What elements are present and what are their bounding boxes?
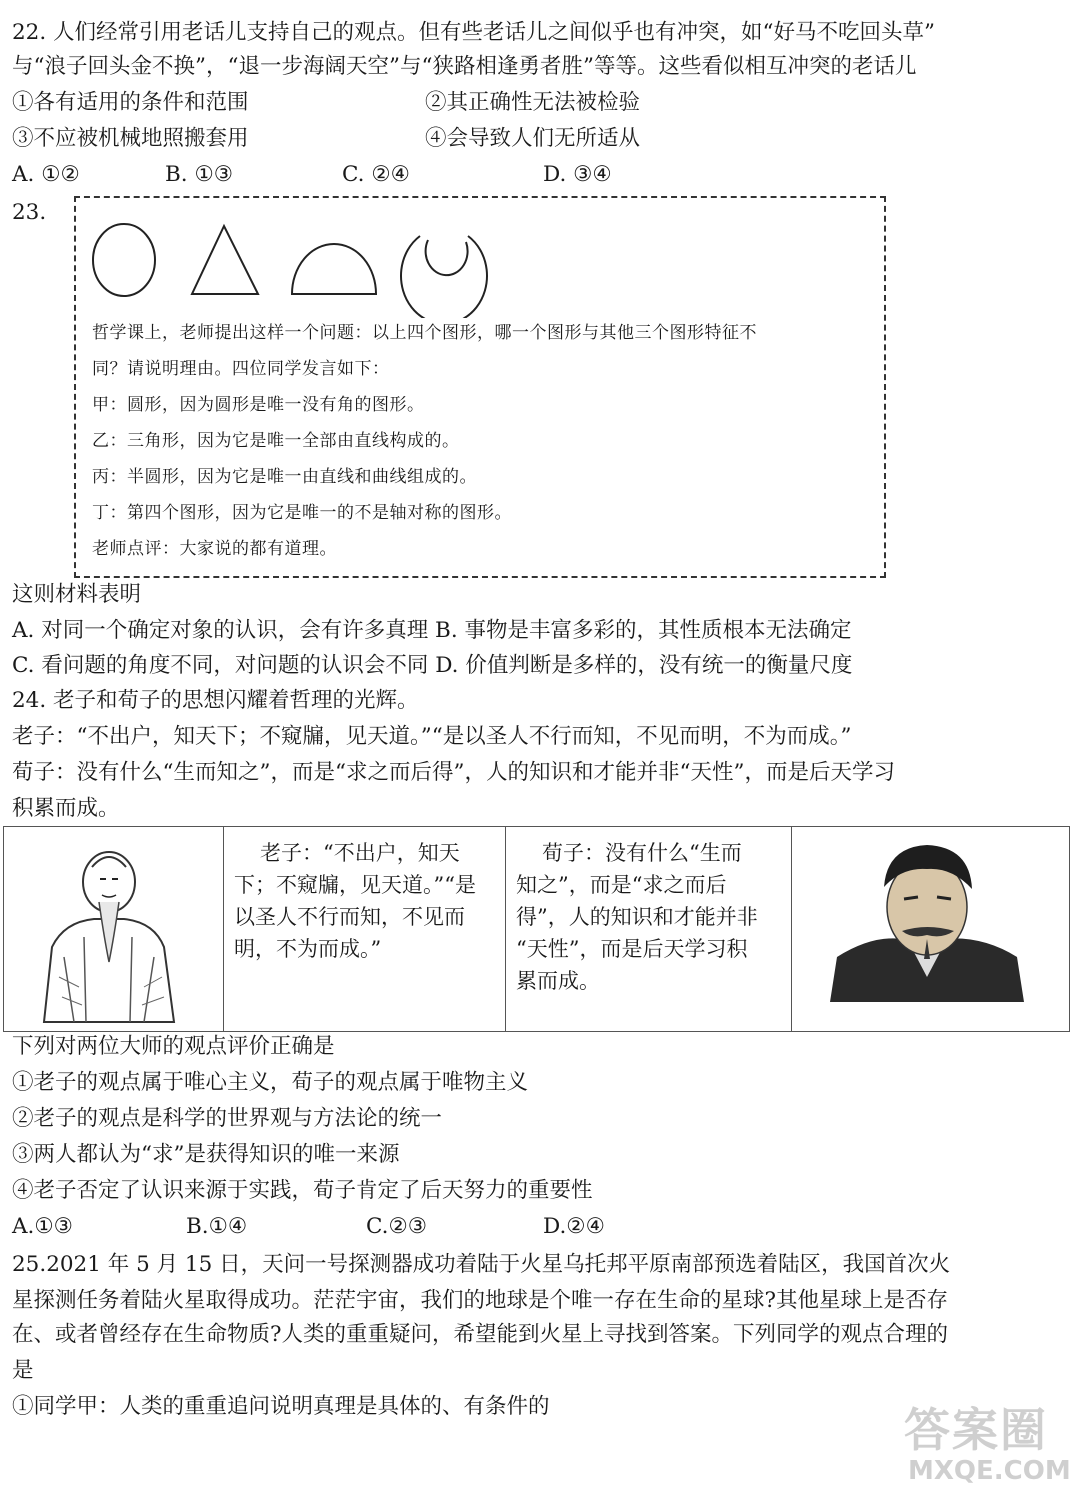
box-line: 哲学课上，老师提出这样一个问题：以上四个图形，哪一个图形与其他三个图形特征不 [92, 323, 757, 343]
logo-url-text: MXQE.COM [908, 1456, 1071, 1486]
q24-laozi-line: 老子：“不出户，知天下；不窥牖，见天道。”“是以圣人不行而知，不见而明，不为而成。” [12, 724, 852, 749]
laozi-portrait-cell [4, 827, 224, 1032]
q25-stem-line3: 在、或者曾经存在生命物质?人类的重重疑问，希望能到火星上寻找到答案。下列同学的观点合理的 [12, 1322, 949, 1347]
xunzi-portrait [792, 827, 1070, 1027]
q24-choice-b: B.①④ [186, 1214, 248, 1239]
q22-choice-a: A. ①② [12, 162, 80, 187]
q24-xunzi-line: 荀子：没有什么“生而知之”，而是“求之而后得”，人的知识和才能并非“天性”，而是后天学习 [12, 760, 895, 785]
shapes-figure [76, 198, 884, 318]
q22-stem-line1: 22. 人们经常引用老话儿支持自己的观点。但有些老话儿之间似乎也有冲突，如“好马不吃回头草” [12, 20, 936, 45]
q23-number: 23. [12, 200, 47, 225]
q24-choice-a: A.①③ [12, 1214, 73, 1239]
box-line: 丁：第四个图形，因为它是唯一的不是轴对称的图形。 [92, 503, 512, 523]
box-line: 老师点评：大家说的都有道理。 [92, 539, 337, 559]
irregular-shape [401, 236, 487, 318]
q25-option-1: ①同学甲：人类的重重追问说明真理是具体的、有条件的 [12, 1394, 550, 1419]
q22-choice-d: D. ③④ [543, 162, 612, 187]
q24-option-4: ④老子否定了认识来源于实践，荀子肯定了后天努力的重要性 [12, 1178, 593, 1203]
xunzi-quote-line: 累而成。 [516, 969, 600, 993]
xunzi-portrait-cell [792, 827, 1070, 1032]
q22-option-3: ③不应被机械地照搬套用 [12, 126, 249, 151]
q22-choice-c: C. ②④ [342, 162, 410, 187]
laozi-quote-line: 以圣人不行而知，不见而 [234, 905, 465, 929]
q24-option-2: ②老子的观点是科学的世界观与方法论的统一 [12, 1106, 443, 1131]
q24-intro: 24. 老子和荀子的思想闪耀着哲理的光辉。 [12, 688, 419, 713]
sages-table [3, 826, 1070, 1032]
xunzi-quote-cell [506, 827, 792, 1032]
laozi-portrait [4, 827, 224, 1027]
xunzi-quote-line: 荀子：没有什么“生而 [542, 841, 742, 865]
box-line: 甲：圆形，因为圆形是唯一没有角的图形。 [92, 395, 425, 415]
q23-material-box [74, 196, 886, 578]
box-line: 同？请说明理由。四位同学发言如下： [92, 359, 390, 379]
site-logo [896, 1392, 1076, 1492]
q25-stem-line1: 25.2021 年 5 月 15 日，天问一号探测器成功着陆于火星乌托邦平原南部预选着陆区，我国首次火 [12, 1252, 951, 1277]
q22-stem-line2: 与“浪子回头金不换”，“退一步海阔天空”与“狭路相逢勇者胜”等等。这些看似相互冲突的老话儿 [12, 54, 917, 79]
xunzi-quote [506, 827, 791, 997]
xunzi-quote-line: 得”，人的知识和才能并非 [516, 905, 758, 929]
box-line: 丙：半圆形，因为它是唯一由直线和曲线组成的。 [92, 467, 477, 487]
q22-option-4: ④会导致人们无所适从 [425, 126, 641, 151]
q25-stem-line4: 是 [12, 1358, 34, 1383]
q24-choice-d: D.②④ [543, 1214, 605, 1239]
q25-stem-line2: 星探测任务着陆火星取得成功。茫茫宇宙，我们的地球是个唯一存在生命的星球?其他星球上是否存 [12, 1288, 949, 1313]
q24-stem: 下列对两位大师的观点评价正确是 [12, 1034, 335, 1059]
logo-main-text: 答案圈 [904, 1403, 1048, 1457]
irregular-shape-inner [426, 240, 468, 275]
laozi-quote-line: 明，不为而成。” [234, 937, 382, 961]
q24-choice-c: C.②③ [366, 1214, 428, 1239]
laozi-quote-line: 老子：“不出户，知天 [260, 841, 460, 865]
q24-option-1: ①老子的观点属于唯心主义，荀子的观点属于唯物主义 [12, 1070, 529, 1095]
q23-choices-cd: C. 看问题的角度不同，对问题的认识会不同 D. 价值判断是多样的，没有统一的衡量尺度 [12, 653, 853, 678]
xunzi-quote-line: “天性”，而是后天学习积 [516, 937, 748, 961]
xunzi-quote-line: 知之”，而是“求之而后 [516, 873, 727, 897]
box-line: 乙：三角形，因为它是唯一全部由直线构成的。 [92, 431, 460, 451]
laozi-quote-cell [224, 827, 506, 1032]
triangle-shape [192, 226, 258, 294]
q23-choices-ab: A. 对同一个确定对象的认识，会有许多真理 B. 事物是丰富多彩的，其性质根本无法确定 [12, 618, 852, 643]
q23-stem: 这则材料表明 [12, 582, 142, 607]
laozi-quote [224, 827, 505, 965]
laozi-quote-line: 下；不窥牖，见天道。”“是 [234, 873, 476, 897]
q24-xunzi-line-cont: 积累而成。 [12, 796, 120, 821]
q22-option-2: ②其正确性无法被检验 [425, 90, 641, 115]
semicircle-shape [292, 244, 376, 294]
q22-option-1: ①各有适用的条件和范围 [12, 90, 249, 115]
q22-choice-b: B. ①③ [165, 162, 234, 187]
q24-option-3: ③两人都认为“求”是获得知识的唯一来源 [12, 1142, 400, 1167]
circle-shape [93, 224, 155, 296]
